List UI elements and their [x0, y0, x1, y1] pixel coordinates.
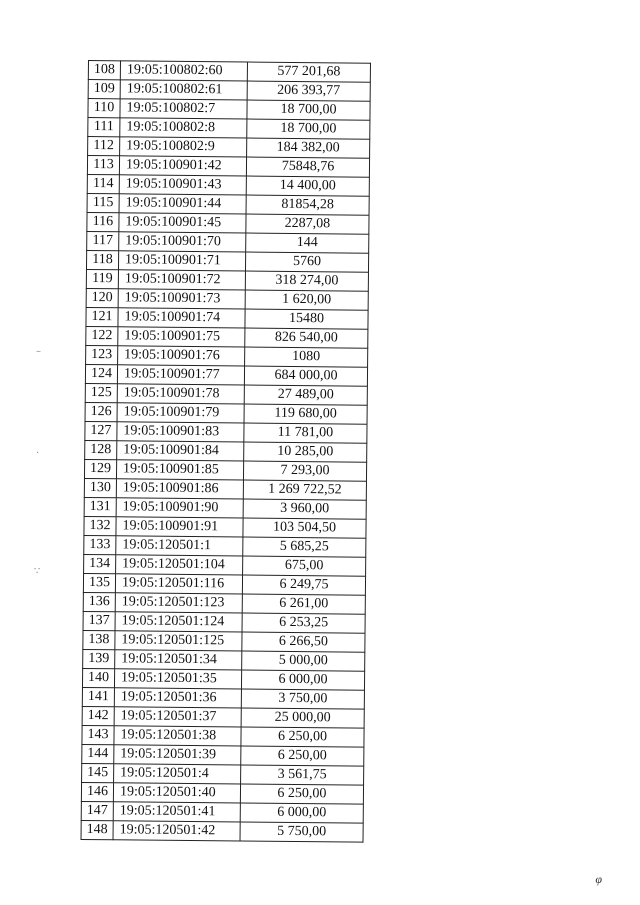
row-number-cell: 109: [88, 80, 120, 99]
cadastral-number-cell: 19:05:120501:37: [114, 707, 241, 727]
row-number-cell: 146: [81, 782, 113, 801]
cadastral-number-cell: 19:05:120501:41: [113, 802, 240, 822]
cadastral-value-cell: 10 285,00: [244, 442, 367, 462]
cadastral-value-table: [81, 60, 371, 843]
cadastral-value-cell: 7 293,00: [243, 461, 366, 481]
row-number-cell: 143: [82, 725, 114, 744]
row-number-cell: 139: [83, 649, 115, 668]
cadastral-value-cell: 684 000,00: [244, 366, 367, 386]
cadastral-value-cell: 6 261,00: [242, 594, 365, 614]
table-container: [81, 60, 371, 843]
scan-margin-mark: ∵: [34, 566, 41, 577]
cadastral-number-cell: 19:05:120501:40: [113, 783, 240, 803]
row-number-cell: 118: [86, 250, 118, 269]
row-number-cell: 119: [86, 269, 118, 288]
cadastral-value-cell: 25 000,00: [241, 708, 364, 728]
cadastral-value-cell: 6 250,00: [240, 784, 363, 804]
cadastral-value-cell: 3 561,75: [241, 765, 364, 785]
row-number-cell: 117: [87, 231, 119, 250]
cadastral-number-cell: 19:05:120501:116: [115, 574, 242, 594]
row-number-cell: 112: [88, 137, 120, 156]
cadastral-value-cell: 103 504,50: [243, 518, 366, 538]
row-number-cell: 114: [87, 174, 119, 193]
cadastral-number-cell: 19:05:120501:38: [114, 726, 241, 746]
scan-margin-mark: ·: [36, 448, 40, 459]
cadastral-value-cell: 6 250,00: [241, 746, 364, 766]
cadastral-value-cell: 1 269 722,52: [243, 480, 366, 500]
cadastral-number-cell: 19:05:120501:4: [114, 764, 241, 784]
cadastral-value-cell: 6 000,00: [240, 803, 363, 823]
cadastral-value-cell: 144: [246, 233, 369, 253]
row-number-cell: 138: [83, 630, 115, 649]
cadastral-value-cell: 2287,08: [246, 214, 369, 234]
cadastral-value-cell: 11 781,00: [244, 423, 367, 443]
row-number-cell: 115: [87, 193, 119, 212]
cadastral-number-cell: 19:05:100901:90: [116, 498, 243, 518]
cadastral-value-cell: 6 249,75: [242, 575, 365, 595]
row-number-cell: 142: [82, 706, 114, 725]
cadastral-value-cell: 675,00: [243, 556, 366, 576]
cadastral-value-cell: 18 700,00: [247, 100, 370, 120]
cadastral-number-cell: 19:05:120501:123: [115, 593, 242, 613]
row-number-cell: 121: [86, 307, 118, 326]
cadastral-value-cell: 826 540,00: [245, 328, 368, 348]
cadastral-value-cell: 6 000,00: [241, 670, 364, 690]
cadastral-number-cell: 19:05:100901:70: [119, 232, 246, 252]
cadastral-number-cell: 19:05:120501:42: [113, 821, 240, 841]
row-number-cell: 129: [84, 459, 116, 478]
row-number-cell: 140: [82, 668, 114, 687]
cadastral-number-cell: 19:05:120501:39: [114, 745, 241, 765]
row-number-cell: 116: [87, 212, 119, 231]
cadastral-number-cell: 19:05:100802:8: [120, 118, 247, 138]
table-body: [81, 61, 370, 843]
row-number-cell: 134: [84, 554, 116, 573]
row-number-cell: 144: [82, 744, 114, 763]
cadastral-number-cell: 19:05:100901:76: [118, 346, 245, 366]
row-number-cell: 130: [84, 478, 116, 497]
row-number-cell: 108: [88, 61, 120, 80]
cadastral-value-cell: 1 620,00: [245, 290, 368, 310]
cadastral-value-cell: 206 393,77: [247, 81, 370, 101]
cadastral-value-cell: 5760: [245, 252, 368, 272]
cadastral-value-cell: 14 400,00: [246, 176, 369, 196]
cadastral-value-cell: 6 250,00: [241, 727, 364, 747]
cadastral-value-cell: 6 253,25: [242, 613, 365, 633]
row-number-cell: 120: [86, 288, 118, 307]
cadastral-value-cell: 81854,28: [246, 195, 369, 215]
row-number-cell: 133: [84, 535, 116, 554]
cadastral-number-cell: 19:05:120501:36: [114, 688, 241, 708]
row-number-cell: 111: [88, 118, 120, 137]
row-number-cell: 148: [81, 820, 113, 839]
cadastral-number-cell: 19:05:100901:83: [117, 422, 244, 442]
cadastral-number-cell: 19:05:100901:78: [117, 384, 244, 404]
cadastral-value-cell: 3 750,00: [241, 689, 364, 709]
cadastral-number-cell: 19:05:100901:86: [116, 479, 243, 499]
cadastral-number-cell: 19:05:120501:104: [116, 555, 243, 575]
row-number-cell: 123: [86, 345, 118, 364]
row-number-cell: 125: [85, 383, 117, 402]
cadastral-value-cell: 5 685,25: [243, 537, 366, 557]
row-number-cell: 137: [83, 611, 115, 630]
cadastral-number-cell: 19:05:100901:45: [119, 213, 246, 233]
row-number-cell: 135: [83, 573, 115, 592]
row-number-cell: 131: [84, 497, 116, 516]
cadastral-number-cell: 19:05:100901:77: [117, 365, 244, 385]
cadastral-value-cell: 119 680,00: [244, 404, 367, 424]
cadastral-value-cell: 5 000,00: [242, 651, 365, 671]
row-number-cell: 141: [82, 687, 114, 706]
cadastral-number-cell: 19:05:100802:7: [120, 99, 247, 119]
cadastral-number-cell: 19:05:120501:1: [116, 536, 243, 556]
row-number-cell: 132: [84, 516, 116, 535]
row-number-cell: 126: [85, 402, 117, 421]
table-row: [81, 820, 363, 842]
row-number-cell: 136: [83, 592, 115, 611]
cadastral-value-cell: 18 700,00: [247, 119, 370, 139]
cadastral-number-cell: 19:05:120501:35: [114, 669, 241, 689]
cadastral-value-cell: 318 274,00: [245, 271, 368, 291]
cadastral-value-cell: 5 750,00: [240, 822, 363, 842]
row-number-cell: 127: [85, 421, 117, 440]
cadastral-number-cell: 19:05:120501:34: [115, 650, 242, 670]
cadastral-value-cell: 15480: [245, 309, 368, 329]
cadastral-value-cell: 6 266,50: [242, 632, 365, 652]
cadastral-number-cell: 19:05:100901:44: [119, 194, 246, 214]
row-number-cell: 145: [82, 763, 114, 782]
scan-margin-mark: –: [36, 346, 41, 357]
cadastral-number-cell: 19:05:100802:9: [120, 137, 247, 157]
cadastral-number-cell: 19:05:120501:125: [115, 631, 242, 651]
cadastral-number-cell: 19:05:100802:61: [120, 80, 247, 100]
cadastral-number-cell: 19:05:100901:72: [118, 270, 245, 290]
row-number-cell: 124: [85, 364, 117, 383]
cadastral-number-cell: 19:05:100901:42: [119, 156, 246, 176]
cadastral-number-cell: 19:05:100901:75: [118, 327, 245, 347]
row-number-cell: 122: [86, 326, 118, 345]
row-number-cell: 110: [88, 99, 120, 118]
row-number-cell: 147: [81, 801, 113, 820]
cadastral-number-cell: 19:05:100901:71: [118, 251, 245, 271]
cadastral-number-cell: 19:05:100901:85: [116, 460, 243, 480]
cadastral-number-cell: 19:05:100901:91: [116, 517, 243, 537]
row-number-cell: 128: [85, 440, 117, 459]
cadastral-value-cell: 184 382,00: [247, 138, 370, 158]
cadastral-number-cell: 19:05:100802:60: [120, 61, 247, 81]
row-number-cell: 113: [87, 156, 119, 175]
cadastral-value-cell: 3 960,00: [243, 499, 366, 519]
cadastral-number-cell: 19:05:100901:79: [117, 403, 244, 423]
cadastral-number-cell: 19:05:100901:73: [118, 289, 245, 309]
cadastral-number-cell: 19:05:100901:84: [117, 441, 244, 461]
cadastral-number-cell: 19:05:100901:74: [118, 308, 245, 328]
cadastral-number-cell: 19:05:100901:43: [119, 175, 246, 195]
cadastral-value-cell: 75848,76: [246, 157, 369, 177]
cadastral-value-cell: 27 489,00: [244, 385, 367, 405]
cadastral-number-cell: 19:05:120501:124: [115, 612, 242, 632]
cadastral-value-cell: 577 201,68: [247, 62, 370, 82]
cadastral-value-cell: 1080: [245, 347, 368, 367]
page-mark: φ: [595, 872, 602, 886]
